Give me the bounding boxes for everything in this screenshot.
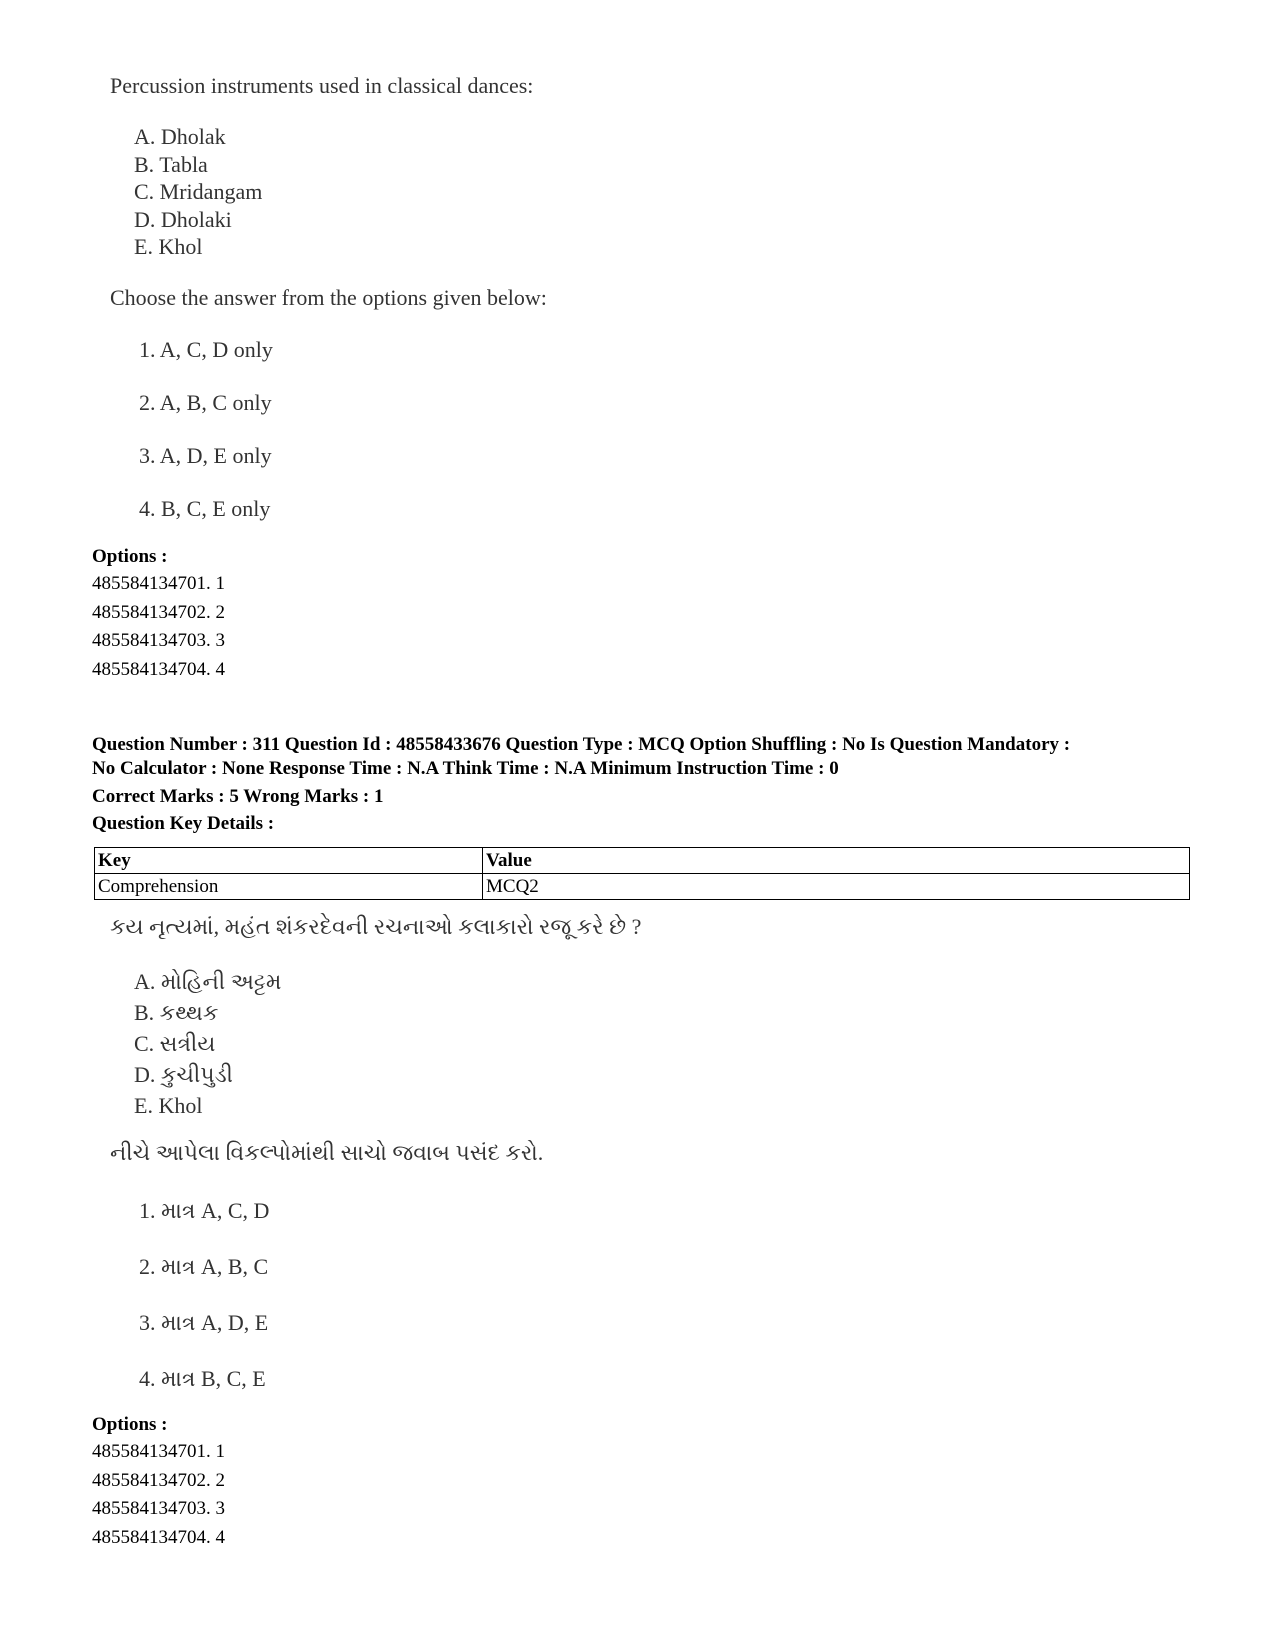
list-item: B. કથ્થક bbox=[134, 1000, 219, 1025]
answer-choice: 1. માત્ર A, C, D bbox=[139, 1198, 270, 1223]
answer-choice: 3. A, D, E only bbox=[139, 443, 272, 468]
answer-choice: 4. માત્ર B, C, E bbox=[139, 1366, 266, 1391]
option-row: 485584134703. 3 bbox=[92, 1498, 225, 1519]
list-item: A. Dholak bbox=[134, 124, 226, 149]
question-meta-line-2: No Calculator : None Response Time : N.A Think Time : N.A Minimum Instruction Time : 0 bbox=[92, 758, 839, 779]
table-row bbox=[95, 874, 1190, 900]
answer-choice: 3. માત્ર A, D, E bbox=[139, 1310, 269, 1335]
option-row: 485584134704. 4 bbox=[92, 1526, 225, 1548]
table-cell: MCQ2 bbox=[483, 874, 1190, 900]
list-item: D. કુચીપુડી bbox=[134, 1062, 233, 1087]
list-item: E. Khol bbox=[134, 234, 203, 259]
options-title: Options : bbox=[92, 546, 168, 567]
question-stem: કય નૃત્યમાં, મહંત શંકરદેવની રચનાઓ કલાકારો રજૂ કરે છે ? bbox=[110, 914, 642, 939]
table-header-cell: Value bbox=[483, 848, 1190, 874]
question-items-list bbox=[134, 123, 262, 261]
list-item: C. સત્રીય bbox=[134, 1031, 216, 1056]
option-row: 485584134701. 1 bbox=[92, 573, 225, 594]
options-list bbox=[92, 1438, 225, 1552]
options-list bbox=[92, 570, 225, 684]
list-item: B. Tabla bbox=[134, 151, 208, 177]
question-marks: Correct Marks : 5 Wrong Marks : 1 bbox=[92, 786, 384, 807]
answer-choice: 2. A, B, C only bbox=[139, 390, 272, 415]
key-details-table bbox=[94, 847, 1190, 900]
question-instruction: નીચે આપેલા વિકલ્પોમાંથી સાચો જવાબ પસંદ કરો. bbox=[110, 1140, 544, 1165]
answer-choice: 1. A, C, D only bbox=[139, 337, 273, 362]
options-title: Options : bbox=[92, 1414, 168, 1435]
list-item: A. મોહિની અટ્ટમ bbox=[134, 969, 282, 994]
table-header-cell: Key bbox=[95, 848, 483, 874]
option-row: 485584134703. 3 bbox=[92, 630, 225, 651]
option-row: 485584134702. 2 bbox=[92, 1469, 225, 1491]
question-items-list bbox=[134, 966, 281, 1121]
list-item: E. Khol bbox=[134, 1093, 203, 1118]
list-item: D. Dholaki bbox=[134, 206, 232, 232]
option-row: 485584134702. 2 bbox=[92, 601, 225, 623]
list-item: C. Mridangam bbox=[134, 179, 263, 204]
option-row: 485584134704. 4 bbox=[92, 658, 225, 680]
table-cell: Comprehension bbox=[95, 874, 483, 900]
answer-choice: 2. માત્ર A, B, C bbox=[139, 1254, 269, 1279]
question-instruction: Choose the answer from the options given below: bbox=[110, 285, 547, 310]
answer-choice: 4. B, C, E only bbox=[139, 496, 271, 521]
question-meta-line-1: Question Number : 311 Question Id : 48558433676 Question Type : MCQ Option Shuffling : No Is Question Mandatory : bbox=[92, 734, 1071, 755]
question-stem: Percussion instruments used in classical dances: bbox=[110, 73, 534, 98]
table-header-row bbox=[95, 848, 1190, 874]
key-details-title: Question Key Details : bbox=[92, 813, 275, 834]
option-row: 485584134701. 1 bbox=[92, 1441, 225, 1462]
